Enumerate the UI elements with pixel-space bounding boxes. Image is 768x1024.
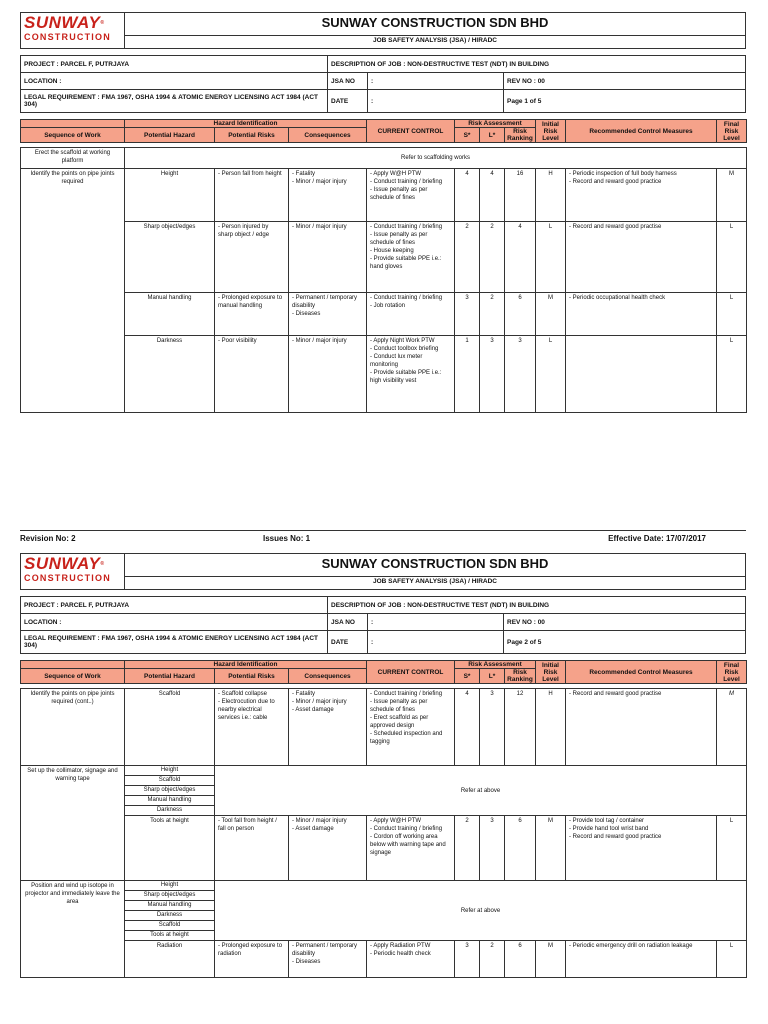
company-logo: SUNWAY® CONSTRUCTION [21,13,125,49]
document-subtitle: JOB SAFETY ANALYSIS (JSA) / HIRADC [125,36,746,49]
sequence-header: Sequence of Work [21,669,125,684]
company-name: SUNWAY CONSTRUCTION SDN BHD [125,13,746,36]
revision-no: Revision No: 2 [20,534,76,543]
final-risk-header: Final Risk Level [717,120,747,143]
table-row: Radiation - Prolonged exposure to radiation - Permanent / temporary disability - Diseases - Apply Radiation PTW - Periodic health check 3 2 6 M - Periodic emergency drill on radiation leakage L [21,941,747,978]
risk-assessment-header: Risk Assessment [455,120,536,128]
job-description: DESCRIPTION OF JOB : NON-DESTRUCTIVE TEST (NDT) IN BUILDING [328,597,746,614]
legal-requirement: LEGAL REQUIREMENT : FMA 1967, OSHA 1994 & ATOMIC ENERGY LICENSING ACT 1984 (ACT 304) [21,631,328,654]
page-footer [20,530,746,543]
legal-requirement: LEGAL REQUIREMENT : FMA 1967, OSHA 1994 & ATOMIC ENERGY LICENSING ACT 1984 (ACT 304) [21,90,328,113]
company-logo: SUNWAY® CONSTRUCTION [21,554,125,590]
initial-risk-header: Initial Risk Level [536,120,566,143]
hazard-identification-header: Hazard Identification [125,120,367,128]
date-label: DATE [328,631,368,654]
header-table [20,12,746,49]
location-field: LOCATION : [21,73,328,90]
s-header: S* [455,669,480,684]
current-control-header: CURRENT CONTROL [367,661,455,684]
table-row: Set up the collimator, signage and warning tape Height Refer at above [21,766,747,776]
final-risk-header: Final Risk Level [717,661,747,684]
jsa-no-value: : [368,614,504,631]
consequences-header: Consequences [289,128,367,143]
l-header: L* [480,128,505,143]
current-control-header: CURRENT CONTROL [367,120,455,143]
info-table-2 [20,596,746,654]
table-row: Identify the points on pipe joints required Height - Person fall from height - Fatality - Minor / major injury - Apply W@H PTW - Conduct training / briefing - Issue penalty as per schedule of fines 4 4 16 H - Periodic inspection of full body harness - Record and reward good practice M [21,169,747,222]
jsa-table-page-2: Hazard Identification CURRENT CONTROL Risk Assessment Initial Risk Level Recommended Control Measures Final Risk Level Sequence of Work Potential Hazard Potential Risks Consequences S* L* Risk Ranking Identify the points on pipe joints required (cont..) Scaffold - Scaffold collapse - Electrocution due to nearby electrical services i.e.: cable - Fatality - Minor / major injury - Asset damage - Conduct training / briefing - Issue penalty as per schedule of fines - Erect scaffold as per approved design - Scheduled inspection and tagging 4 3 12 H - Record and reward good practise M Set up the collimator, signage and warning tape Height Refer at above Scaffold Sharp object/edges Manual handling Darkness Tools at height - Tool fall from height / fall on person - Minor / major injury - Asset damage - Apply W@H PTW - Conduct training / briefing - Cordon off working area below with warning tape and signage 2 3 6 M - Provide tool tag / container - Provide hand tool wrist band - Record and reward good practice L Position and wind up isotope in projector and immediately leave the area Height Refer at above Sharp object/edges Manual handling Darkness Scaffold Tools at height Radiation - Prolonged exposure to radiation - Permanent / temporary disability - Diseases - Apply Radiation PTW - Periodic health check 3 2 6 M - Periodic emergency drill on radiation leakage L [20,660,747,978]
risk-ranking-header: Risk Ranking [505,669,536,684]
potential-risks-header: Potential Risks [215,128,289,143]
recommended-header: Recommended Control Measures [566,661,717,684]
project-field: PROJECT : PARCEL F, PUTRJAYA [21,597,328,614]
l-header: L* [480,669,505,684]
jsa-no-label: JSA NO [328,73,368,90]
table-row: Identify the points on pipe joints required (cont..) Scaffold - Scaffold collapse - Electrocution due to nearby electrical services i.e.: cable - Fatality - Minor / major injury - Asset damage - Conduct training / briefing - Issue penalty as per schedule of fines - Erect scaffold as per approved design - Scheduled inspection and tagging 4 3 12 H - Record and reward good practise M [21,689,747,766]
jsa-page-1 [20,12,746,413]
rev-no: REV NO : 00 [504,614,746,631]
risk-assessment-header: Risk Assessment [455,661,536,669]
jsa-table-page-1 [20,119,747,413]
potential-hazard-header: Potential Hazard [125,669,215,684]
table-row: Darkness - Poor visibility - Minor / major injury - Apply Night Work PTW - Conduct toolbox briefing - Conduct lux meter monitoring - Provide suitable PPE i.e.: high visibility vest 1 3 3 L L [21,336,747,413]
company-name: SUNWAY CONSTRUCTION SDN BHD [125,554,746,577]
jsa-no-label: JSA NO [328,614,368,631]
jsa-page-2 [20,553,746,978]
hazard-identification-header: Hazard Identification [125,661,367,669]
job-description: DESCRIPTION OF JOB : NON-DESTRUCTIVE TEST (NDT) IN BUILDING [328,56,746,73]
jsa-no-value: : [368,73,504,90]
sequence-header: Sequence of Work [21,128,125,143]
effective-date: Effective Date: 17/07/2017 [608,534,706,543]
consequences-header: Consequences [289,669,367,684]
project-field: PROJECT : PARCEL F, PUTRJAYA [21,56,328,73]
table-row: Sharp object/edges - Person injured by sharp object / edge - Minor / major injury - Conduct training / briefing - Issue penalty as per schedule of fines - House keeping - Provide suitable PPE i.e.: hand gloves 2 2 4 L - Record and reward good practise L [21,222,747,293]
date-value: : [368,631,504,654]
recommended-header: Recommended Control Measures [566,120,717,143]
info-table [20,55,746,113]
issues-no: Issues No: 1 [263,534,311,543]
date-label: DATE [328,90,368,113]
potential-risks-header: Potential Risks [215,669,289,684]
location-field: LOCATION : [21,614,328,631]
table-row: Erect the scaffold at working platform Refer to scaffolding works [21,148,747,169]
document-subtitle: JOB SAFETY ANALYSIS (JSA) / HIRADC [125,577,746,590]
rev-no: REV NO : 00 [504,73,746,90]
table-row: Tools at height - Tool fall from height / fall on person - Minor / major injury - Asset damage - Apply W@H PTW - Conduct training / briefing - Cordon off working area below with warning tape and signage 2 3 6 M - Provide tool tag / container - Provide hand tool wrist band - Record and reward good practice L [21,816,747,881]
page-number: Page 1 of 5 [504,90,746,113]
header-table-2 [20,553,746,590]
s-header: S* [455,128,480,143]
date-value: : [368,90,504,113]
table-row: Position and wind up isotope in projector and immediately leave the area Height Refer at above [21,881,747,891]
initial-risk-header: Initial Risk Level [536,661,566,684]
page-number: Page 2 of 5 [504,631,746,654]
table-row: Manual handling - Prolonged exposure to manual handling - Permanent / temporary disability - Diseases - Conduct training / briefing - Job rotation 3 2 6 M - Periodic occupational health check L [21,293,747,336]
risk-ranking-header: Risk Ranking [505,128,536,143]
potential-hazard-header: Potential Hazard [125,128,215,143]
